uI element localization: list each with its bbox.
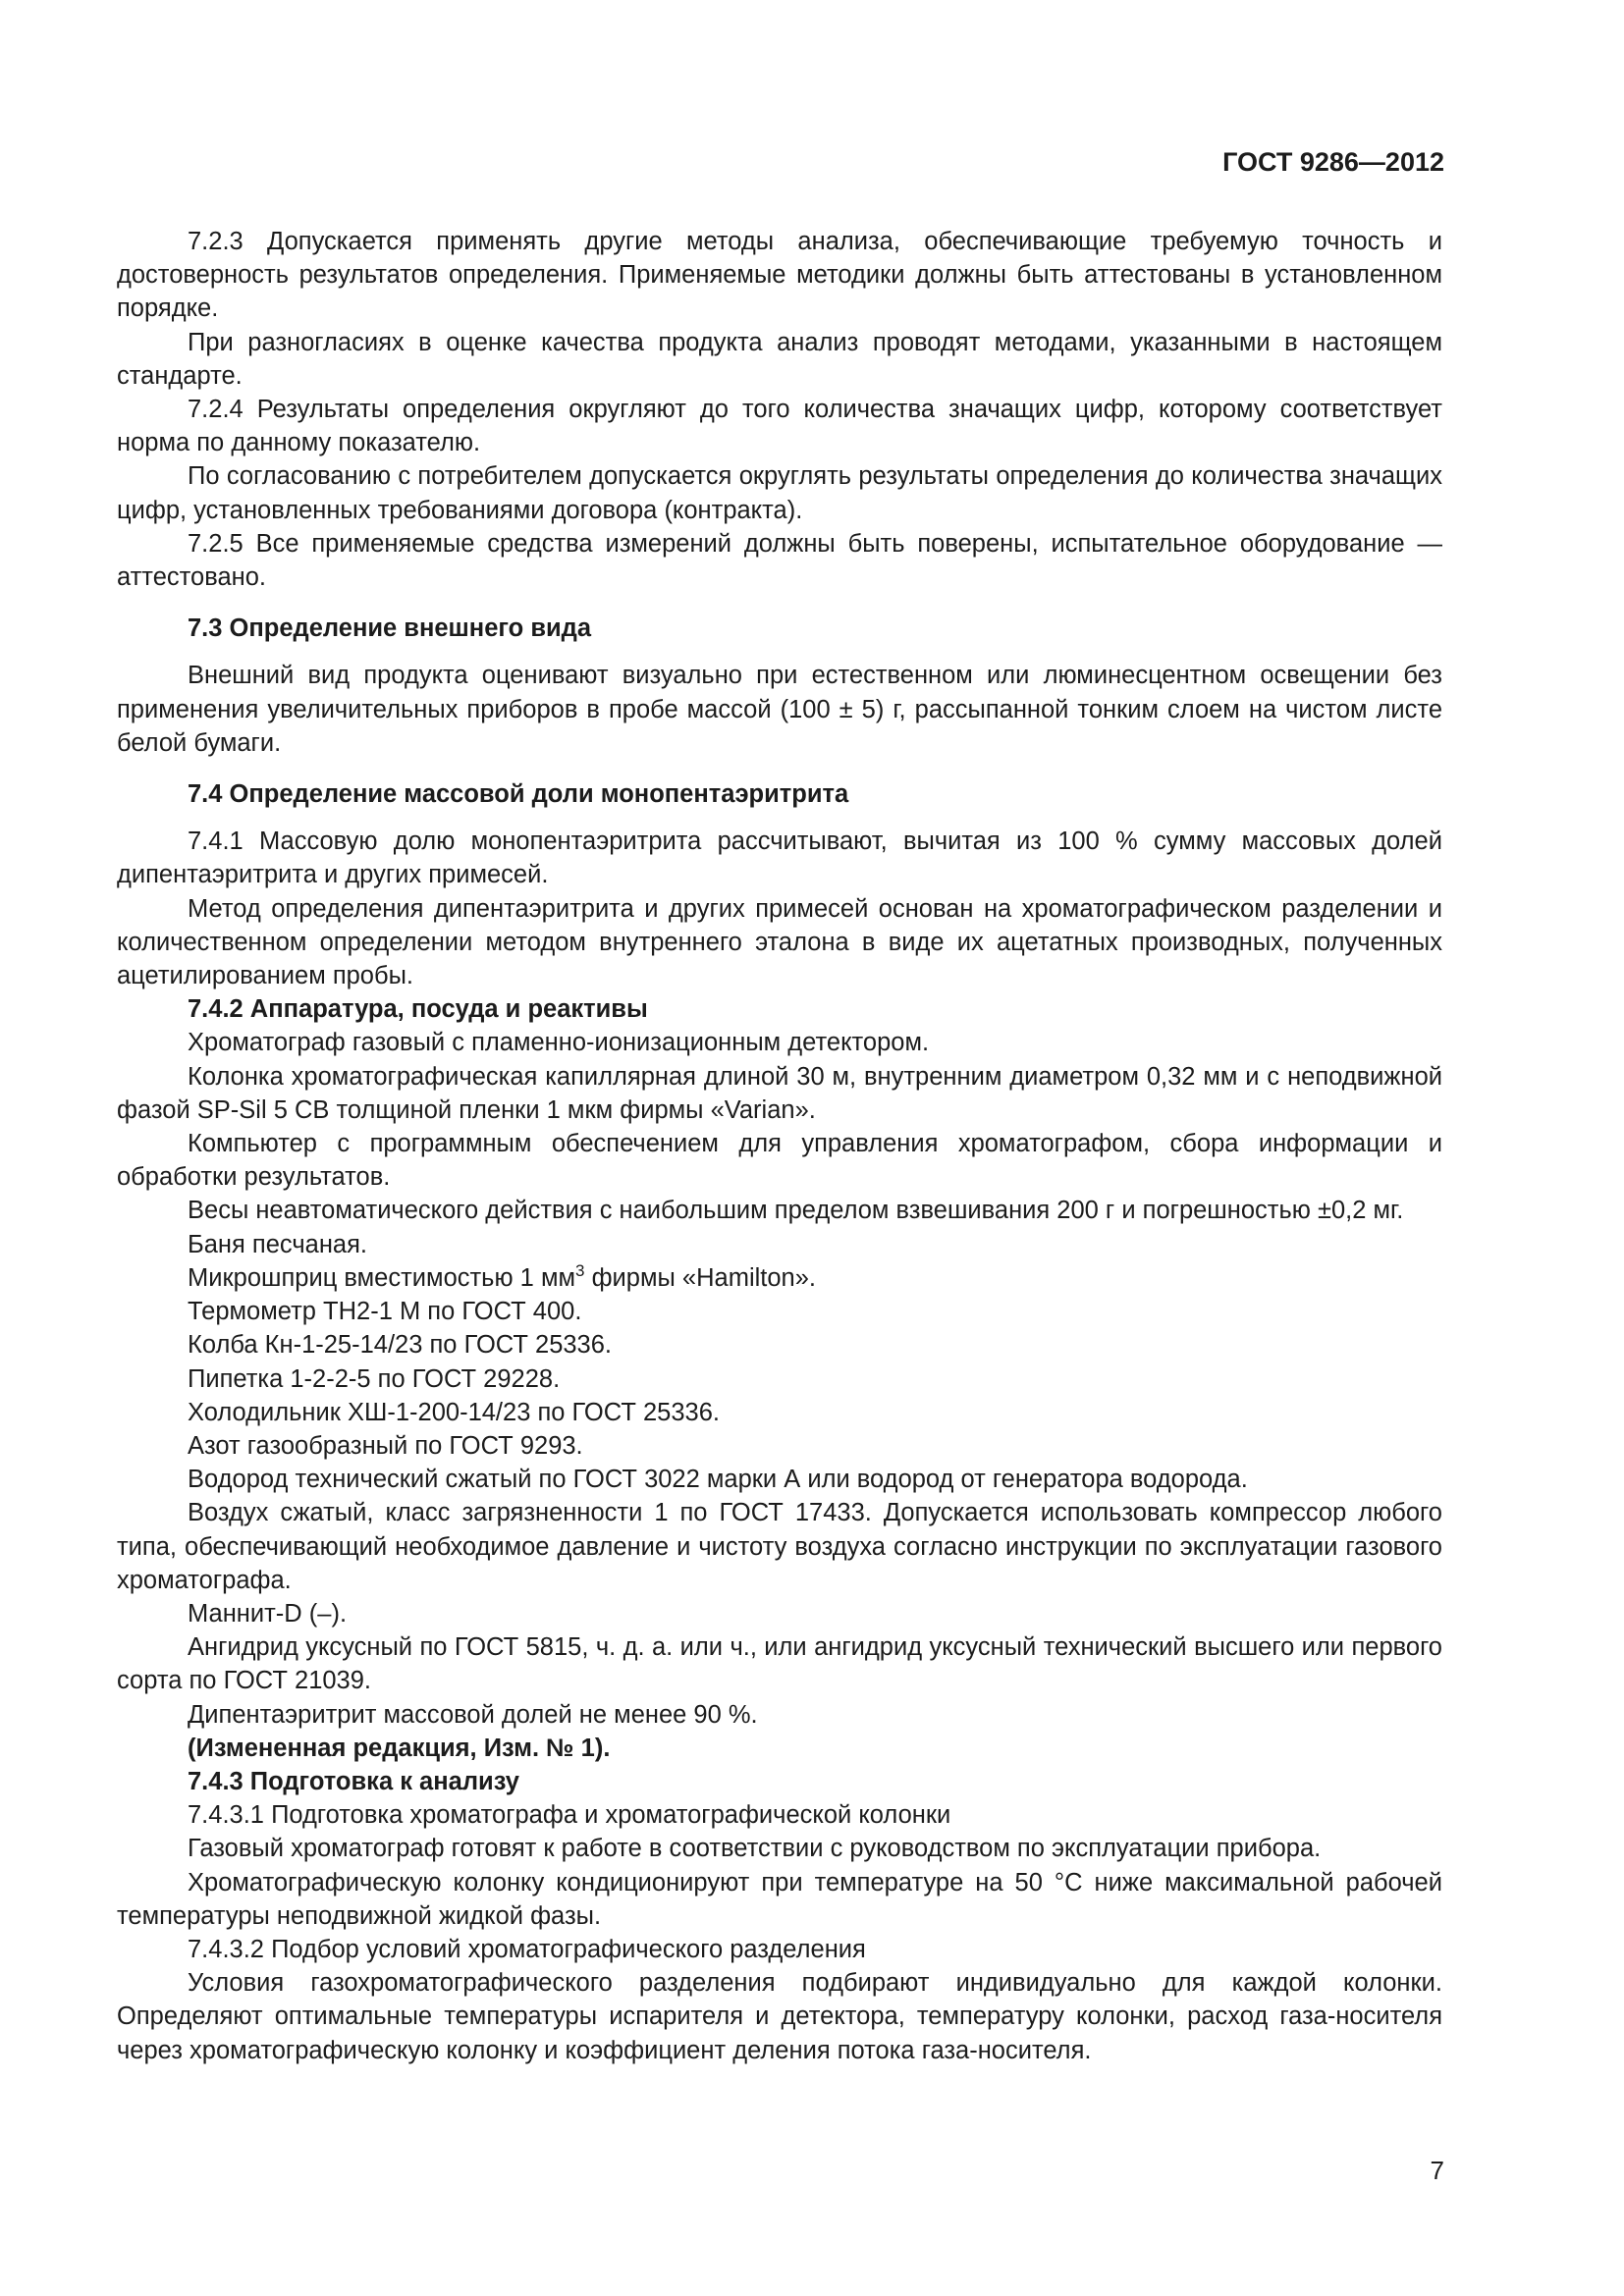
- section-heading-7-3: 7.3 Определение внешнего вида: [188, 614, 592, 643]
- item-nitrogen: Азот газообразный по ГОСТ 9293.: [188, 1431, 583, 1460]
- item-microsyringe: [117, 1261, 1442, 1295]
- item-acetic-anhydride: Ангидрид уксусный по ГОСТ 5815, ч. д. а. или ч., или ангидрид уксусный технический высшего или первого сорта по ГОСТ 21039.: [117, 1633, 1442, 1695]
- subsection-heading-7-4-2: 7.4.2 Аппаратура, посуда и реактивы: [188, 995, 648, 1024]
- item-scales: Весы неавтоматического действия с наибольшим пределом взвешивания 200 г и погрешностью ±0,2 мг.: [188, 1197, 1404, 1225]
- paragraph-column-conditioning: Хроматографическую колонку кондиционируют при температуре на 50 °С ниже максимальной рабочей температуры неподвижной жидкой фазы.: [117, 1868, 1442, 1930]
- paragraph-7-4-3-2: 7.4.3.2 Подбор условий хроматографического разделения: [188, 1935, 866, 1963]
- paragraph-7-4-3-1: 7.4.3.1 Подготовка хроматографа и хроматографической колонки: [188, 1801, 951, 1830]
- microsyringe-text: Микрошприц вместимостью 1 мм: [188, 1263, 576, 1292]
- item-column: Колонка хроматографическая капиллярная длиной 30 м, внутренним диаметром 0,32 мм и с неподвижной фазой SP-Sil 5 CB толщиной пленки 1 мкм фирмы «Varian».: [117, 1062, 1442, 1124]
- item-cooler: Холодильник ХШ-1-200-14/23 по ГОСТ 25336.: [188, 1398, 720, 1426]
- item-computer: Компьютер с программным обеспечением для управления хроматографом, сбора информации и обработки результатов.: [117, 1130, 1442, 1192]
- paragraph-disagreement: При разногласиях в оценке качества продукта анализ проводят методами, указанными в настоящем стандарте.: [117, 328, 1442, 390]
- paragraph-7-2-5: 7.2.5 Все применяемые средства измерений должны быть поверены, испытательное оборудование — аттестовано.: [117, 529, 1442, 592]
- paragraph-method: Метод определения дипентаэритрита и других примесей основан на хроматографическом разделении и количественном определении методом внутреннего эталона в виде их ацетатных производных, полученных ацетилированием пробы.: [117, 894, 1442, 990]
- subsection-heading-7-4-3: 7.4.3 Подготовка к анализу: [188, 1767, 519, 1795]
- paragraph-prepare-chromatograph: Газовый хроматограф готовят к работе в соответствии с руководством по эксплуатации прибора.: [188, 1835, 1322, 1863]
- document-code-header: ГОСТ 9286—2012: [1222, 147, 1444, 177]
- item-thermometer: Термометр ТН2-1 М по ГОСТ 400.: [188, 1298, 582, 1326]
- amendment-note: (Измененная редакция, Изм. № 1).: [188, 1734, 611, 1762]
- microsyringe-brand: фирмы «Hamilton».: [584, 1263, 816, 1292]
- item-compressed-air: Воздух сжатый, класс загрязненности 1 по ГОСТ 17433. Допускается использовать компрессор любого типа, обеспечивающий необходимое давление и чистоту воздуха согласно инструкции по эксплуатации газового хроматографа.: [117, 1499, 1442, 1594]
- item-mannit: Маннит-D (–).: [188, 1599, 348, 1628]
- section-heading-7-4: 7.4 Определение массовой доли монопентаэритрита: [188, 780, 849, 809]
- paragraph-appearance: Внешний вид продукта оценивают визуально при естественном или люминесцентном освещении без применения увеличительных приборов в пробе массой (100 ± 5) г, рассыпанной тонким слоем на чистом листе белой бумаги.: [117, 662, 1442, 757]
- item-dipentaerythritol: Дипентаэритрит массовой долей не менее 90 %.: [188, 1700, 758, 1729]
- item-pipette: Пипетка 1-2-2-5 по ГОСТ 29228.: [188, 1364, 561, 1393]
- item-hydrogen: Водород технический сжатый по ГОСТ 3022 марки А или водород от генератора водорода.: [188, 1466, 1248, 1494]
- page-number: 7: [1430, 2156, 1444, 2185]
- item-chromatograph: Хроматограф газовый с пламенно-ионизационным детектором.: [188, 1029, 930, 1057]
- item-sand-bath: Баня песчаная.: [188, 1230, 367, 1258]
- paragraph-rounding: По согласованию с потребителем допускается округлять результаты определения до количества значащих цифр, установленных требованиями договора (контракта).: [117, 462, 1442, 524]
- document-body: [117, 225, 1442, 2067]
- paragraph-7-2-3: 7.2.3 Допускается применять другие методы анализа, обеспечивающие требуемую точность и достоверность результатов определения. Применяемые методики должны быть аттестованы в установленном порядке.: [117, 228, 1442, 323]
- paragraph-7-2-4: 7.2.4 Результаты определения округляют до того количества значащих цифр, которому соответствует норма по данному показателю.: [117, 396, 1442, 457]
- superscript-3: 3: [575, 1260, 585, 1280]
- item-flask: Колба Кн-1-25-14/23 по ГОСТ 25336.: [188, 1331, 613, 1360]
- paragraph-7-4-1: 7.4.1 Массовую долю монопентаэритрита рассчитывают, вычитая из 100 % сумму массовых долей дипентаэритрита и других примесей.: [117, 828, 1442, 889]
- paragraph-separation-conditions: Условия газохроматографического разделения подбирают индивидуально для каждой колонки. Определяют оптимальные температуры испарителя и детектора, температуру колонки, расход газа-носителя через хроматографическую колонку и коэффициент деления потока газа-носителя.: [117, 1969, 1442, 2064]
